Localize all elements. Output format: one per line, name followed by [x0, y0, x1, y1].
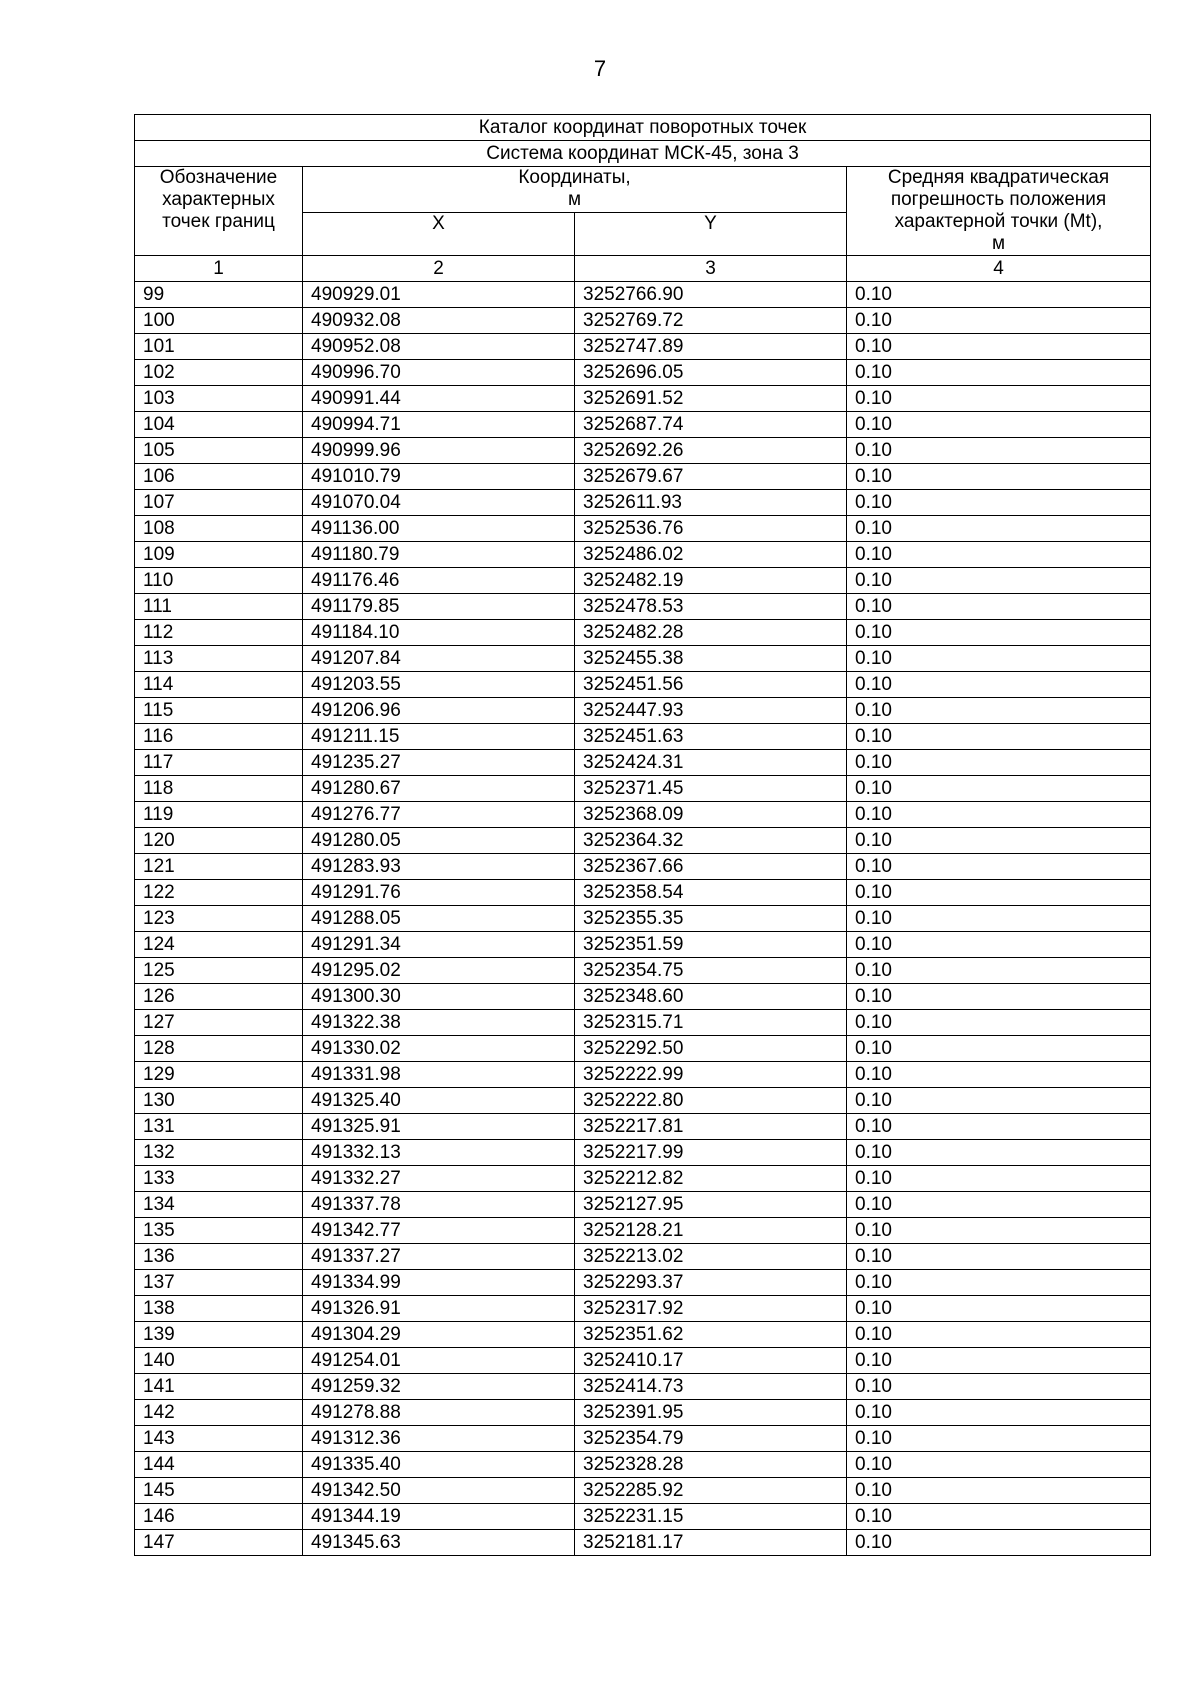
error-cell: 0.10 [847, 490, 1151, 516]
x-cell: 491332.13 [303, 1140, 575, 1166]
error-cell: 0.10 [847, 1036, 1151, 1062]
x-cell: 491322.38 [303, 1010, 575, 1036]
y-cell: 3252367.66 [575, 854, 847, 880]
x-cell: 491254.01 [303, 1348, 575, 1374]
point-id-cell: 115 [135, 698, 303, 724]
x-cell: 491010.79 [303, 464, 575, 490]
table-row [135, 412, 1151, 438]
y-cell: 3252687.74 [575, 412, 847, 438]
y-cell: 3252364.32 [575, 828, 847, 854]
y-cell: 3252696.05 [575, 360, 847, 386]
error-cell: 0.10 [847, 1270, 1151, 1296]
header-coords [303, 167, 847, 213]
point-id-cell: 101 [135, 334, 303, 360]
x-cell: 491203.55 [303, 672, 575, 698]
y-cell: 3252358.54 [575, 880, 847, 906]
table-row [135, 1218, 1151, 1244]
x-cell: 491342.77 [303, 1218, 575, 1244]
point-id-cell: 126 [135, 984, 303, 1010]
x-cell: 491280.05 [303, 828, 575, 854]
error-cell: 0.10 [847, 854, 1151, 880]
x-cell: 491335.40 [303, 1452, 575, 1478]
point-id-cell: 146 [135, 1504, 303, 1530]
table-row [135, 516, 1151, 542]
error-cell: 0.10 [847, 1114, 1151, 1140]
x-cell: 491207.84 [303, 646, 575, 672]
y-cell: 3252292.50 [575, 1036, 847, 1062]
table-row [135, 984, 1151, 1010]
y-cell: 3252368.09 [575, 802, 847, 828]
error-cell: 0.10 [847, 1504, 1151, 1530]
table-row [135, 1192, 1151, 1218]
y-cell: 3252351.59 [575, 932, 847, 958]
error-cell: 0.10 [847, 1296, 1151, 1322]
y-cell: 3252447.93 [575, 698, 847, 724]
y-cell: 3252410.17 [575, 1348, 847, 1374]
y-cell: 3252285.92 [575, 1478, 847, 1504]
error-cell: 0.10 [847, 880, 1151, 906]
x-cell: 491337.78 [303, 1192, 575, 1218]
error-cell: 0.10 [847, 282, 1151, 308]
x-cell: 490994.71 [303, 412, 575, 438]
y-cell: 3252611.93 [575, 490, 847, 516]
error-cell: 0.10 [847, 906, 1151, 932]
x-cell: 491280.67 [303, 776, 575, 802]
table-row [135, 958, 1151, 984]
error-cell: 0.10 [847, 1192, 1151, 1218]
x-cell: 491288.05 [303, 906, 575, 932]
point-id-cell: 132 [135, 1140, 303, 1166]
x-cell: 491300.30 [303, 984, 575, 1010]
point-id-cell: 127 [135, 1010, 303, 1036]
table-row [135, 724, 1151, 750]
y-cell: 3252451.56 [575, 672, 847, 698]
point-id-cell: 138 [135, 1296, 303, 1322]
y-cell: 3252217.99 [575, 1140, 847, 1166]
x-cell: 491342.50 [303, 1478, 575, 1504]
y-cell: 3252354.75 [575, 958, 847, 984]
error-cell: 0.10 [847, 750, 1151, 776]
error-cell: 0.10 [847, 672, 1151, 698]
error-cell: 0.10 [847, 360, 1151, 386]
x-cell: 491136.00 [303, 516, 575, 542]
table-row [135, 282, 1151, 308]
y-cell: 3252482.28 [575, 620, 847, 646]
x-cell: 491345.63 [303, 1530, 575, 1556]
point-id-cell: 106 [135, 464, 303, 490]
point-id-cell: 145 [135, 1478, 303, 1504]
table-row [135, 308, 1151, 334]
x-cell: 491330.02 [303, 1036, 575, 1062]
point-id-cell: 131 [135, 1114, 303, 1140]
table-row [135, 594, 1151, 620]
error-cell: 0.10 [847, 698, 1151, 724]
x-cell: 491337.27 [303, 1244, 575, 1270]
table-row [135, 1270, 1151, 1296]
table-row [135, 620, 1151, 646]
x-cell: 491179.85 [303, 594, 575, 620]
table-row [135, 386, 1151, 412]
y-cell: 3252355.35 [575, 906, 847, 932]
x-cell: 491344.19 [303, 1504, 575, 1530]
error-cell: 0.10 [847, 1426, 1151, 1452]
error-cell: 0.10 [847, 1348, 1151, 1374]
error-cell: 0.10 [847, 1478, 1151, 1504]
table-row [135, 1114, 1151, 1140]
point-id-cell: 123 [135, 906, 303, 932]
y-cell: 3252414.73 [575, 1374, 847, 1400]
table-row [135, 1530, 1151, 1556]
y-cell: 3252536.76 [575, 516, 847, 542]
point-id-cell: 120 [135, 828, 303, 854]
point-id-cell: 147 [135, 1530, 303, 1556]
header-error-label: Средняя квадратическая погрешность положения характерной точки (Mt), [887, 167, 1110, 232]
y-cell: 3252217.81 [575, 1114, 847, 1140]
error-cell: 0.10 [847, 412, 1151, 438]
table-row [135, 880, 1151, 906]
y-cell: 3252212.82 [575, 1166, 847, 1192]
error-cell: 0.10 [847, 1374, 1151, 1400]
y-cell: 3252293.37 [575, 1270, 847, 1296]
point-id-cell: 133 [135, 1166, 303, 1192]
y-cell: 3252769.72 [575, 308, 847, 334]
x-cell: 491259.32 [303, 1374, 575, 1400]
table-row [135, 750, 1151, 776]
point-id-cell: 103 [135, 386, 303, 412]
error-cell: 0.10 [847, 516, 1151, 542]
point-id-cell: 104 [135, 412, 303, 438]
error-cell: 0.10 [847, 568, 1151, 594]
point-id-cell: 139 [135, 1322, 303, 1348]
x-cell: 491325.91 [303, 1114, 575, 1140]
x-cell: 491070.04 [303, 490, 575, 516]
table-subtitle: Система координат МСК-45, зона 3 [135, 141, 1151, 167]
y-cell: 3252222.80 [575, 1088, 847, 1114]
y-cell: 3252766.90 [575, 282, 847, 308]
point-id-cell: 125 [135, 958, 303, 984]
y-cell: 3252424.31 [575, 750, 847, 776]
header-error [847, 167, 1151, 256]
error-cell: 0.10 [847, 594, 1151, 620]
y-cell: 3252351.62 [575, 1322, 847, 1348]
x-cell: 491180.79 [303, 542, 575, 568]
x-cell: 490991.44 [303, 386, 575, 412]
error-cell: 0.10 [847, 542, 1151, 568]
table-row [135, 360, 1151, 386]
point-id-cell: 114 [135, 672, 303, 698]
error-cell: 0.10 [847, 386, 1151, 412]
column-number-1: 1 [135, 256, 303, 282]
x-cell: 491206.96 [303, 698, 575, 724]
point-id-cell: 105 [135, 438, 303, 464]
y-cell: 3252213.02 [575, 1244, 847, 1270]
point-id-cell: 111 [135, 594, 303, 620]
point-id-cell: 107 [135, 490, 303, 516]
table-row [135, 464, 1151, 490]
y-cell: 3252315.71 [575, 1010, 847, 1036]
table-row [135, 1504, 1151, 1530]
x-cell: 491304.29 [303, 1322, 575, 1348]
table-row [135, 672, 1151, 698]
x-cell: 491325.40 [303, 1088, 575, 1114]
error-cell: 0.10 [847, 1088, 1151, 1114]
table-row [135, 1374, 1151, 1400]
point-id-cell: 100 [135, 308, 303, 334]
point-id-cell: 102 [135, 360, 303, 386]
y-cell: 3252451.63 [575, 724, 847, 750]
point-id-cell: 122 [135, 880, 303, 906]
table-row [135, 854, 1151, 880]
x-cell: 490952.08 [303, 334, 575, 360]
point-id-cell: 108 [135, 516, 303, 542]
table-row [135, 568, 1151, 594]
point-id-cell: 119 [135, 802, 303, 828]
point-id-cell: 128 [135, 1036, 303, 1062]
error-cell: 0.10 [847, 724, 1151, 750]
point-id-cell: 137 [135, 1270, 303, 1296]
table-title: Каталог координат поворотных точек [135, 115, 1151, 141]
table-row [135, 1348, 1151, 1374]
y-cell: 3252486.02 [575, 542, 847, 568]
x-cell: 491291.76 [303, 880, 575, 906]
x-cell: 490932.08 [303, 308, 575, 334]
x-cell: 491331.98 [303, 1062, 575, 1088]
y-cell: 3252455.38 [575, 646, 847, 672]
error-cell: 0.10 [847, 932, 1151, 958]
y-cell: 3252222.99 [575, 1062, 847, 1088]
error-cell: 0.10 [847, 958, 1151, 984]
x-cell: 491235.27 [303, 750, 575, 776]
error-cell: 0.10 [847, 1140, 1151, 1166]
error-cell: 0.10 [847, 984, 1151, 1010]
point-id-cell: 129 [135, 1062, 303, 1088]
y-cell: 3252127.95 [575, 1192, 847, 1218]
header-x: X [303, 212, 575, 256]
y-cell: 3252348.60 [575, 984, 847, 1010]
error-cell: 0.10 [847, 308, 1151, 334]
point-id-cell: 130 [135, 1088, 303, 1114]
error-cell: 0.10 [847, 1062, 1151, 1088]
table-row [135, 932, 1151, 958]
table-row [135, 490, 1151, 516]
table-row [135, 1244, 1151, 1270]
point-id-cell: 110 [135, 568, 303, 594]
table-row [135, 698, 1151, 724]
table-row [135, 1426, 1151, 1452]
error-cell: 0.10 [847, 776, 1151, 802]
point-id-cell: 121 [135, 854, 303, 880]
y-cell: 3252328.28 [575, 1452, 847, 1478]
error-cell: 0.10 [847, 1166, 1151, 1192]
table-row [135, 1400, 1151, 1426]
error-cell: 0.10 [847, 802, 1151, 828]
table-row [135, 334, 1151, 360]
x-cell: 491312.36 [303, 1426, 575, 1452]
error-cell: 0.10 [847, 464, 1151, 490]
coordinates-catalog-table [134, 114, 1151, 1556]
x-cell: 491332.27 [303, 1166, 575, 1192]
y-cell: 3252128.21 [575, 1218, 847, 1244]
y-cell: 3252482.19 [575, 568, 847, 594]
point-id-cell: 140 [135, 1348, 303, 1374]
y-cell: 3252679.67 [575, 464, 847, 490]
point-id-cell: 134 [135, 1192, 303, 1218]
point-id-cell: 113 [135, 646, 303, 672]
x-cell: 490999.96 [303, 438, 575, 464]
x-cell: 491291.34 [303, 932, 575, 958]
error-cell: 0.10 [847, 334, 1151, 360]
header-error-unit: м [991, 233, 1006, 254]
point-id-cell: 109 [135, 542, 303, 568]
error-cell: 0.10 [847, 1452, 1151, 1478]
table-row [135, 1478, 1151, 1504]
error-cell: 0.10 [847, 1530, 1151, 1556]
table-row [135, 542, 1151, 568]
point-id-cell: 124 [135, 932, 303, 958]
table-row [135, 906, 1151, 932]
y-cell: 3252231.15 [575, 1504, 847, 1530]
x-cell: 491176.46 [303, 568, 575, 594]
y-cell: 3252354.79 [575, 1426, 847, 1452]
y-cell: 3252747.89 [575, 334, 847, 360]
point-id-cell: 99 [135, 282, 303, 308]
point-id-cell: 118 [135, 776, 303, 802]
x-cell: 491184.10 [303, 620, 575, 646]
error-cell: 0.10 [847, 1244, 1151, 1270]
error-cell: 0.10 [847, 1010, 1151, 1036]
column-number-2: 2 [303, 256, 575, 282]
y-cell: 3252478.53 [575, 594, 847, 620]
header-coords-unit: м [567, 189, 582, 210]
error-cell: 0.10 [847, 646, 1151, 672]
error-cell: 0.10 [847, 1218, 1151, 1244]
table-row [135, 646, 1151, 672]
error-cell: 0.10 [847, 620, 1151, 646]
x-cell: 490929.01 [303, 282, 575, 308]
x-cell: 491211.15 [303, 724, 575, 750]
x-cell: 491278.88 [303, 1400, 575, 1426]
error-cell: 0.10 [847, 438, 1151, 464]
point-id-cell: 136 [135, 1244, 303, 1270]
table-row [135, 1062, 1151, 1088]
error-cell: 0.10 [847, 828, 1151, 854]
x-cell: 491276.77 [303, 802, 575, 828]
point-id-cell: 142 [135, 1400, 303, 1426]
y-cell: 3252371.45 [575, 776, 847, 802]
point-id-cell: 112 [135, 620, 303, 646]
x-cell: 491334.99 [303, 1270, 575, 1296]
header-coords-label: Координаты, [518, 167, 631, 188]
table-row [135, 828, 1151, 854]
x-cell: 490996.70 [303, 360, 575, 386]
point-id-cell: 144 [135, 1452, 303, 1478]
table-row [135, 1322, 1151, 1348]
table-row [135, 776, 1151, 802]
point-id-cell: 143 [135, 1426, 303, 1452]
header-point: Обозначение характерных точек границ [135, 167, 303, 256]
table-row [135, 438, 1151, 464]
table-row [135, 1452, 1151, 1478]
table-row [135, 1088, 1151, 1114]
point-id-cell: 141 [135, 1374, 303, 1400]
error-cell: 0.10 [847, 1400, 1151, 1426]
table-row [135, 1296, 1151, 1322]
column-number-3: 3 [575, 256, 847, 282]
table-row [135, 1036, 1151, 1062]
table-row [135, 1166, 1151, 1192]
point-id-cell: 135 [135, 1218, 303, 1244]
x-cell: 491295.02 [303, 958, 575, 984]
x-cell: 491283.93 [303, 854, 575, 880]
y-cell: 3252391.95 [575, 1400, 847, 1426]
page-number: 7 [593, 56, 607, 81]
header-y: Y [575, 212, 847, 256]
table-row [135, 802, 1151, 828]
table-body [135, 282, 1151, 1556]
y-cell: 3252691.52 [575, 386, 847, 412]
error-cell: 0.10 [847, 1322, 1151, 1348]
x-cell: 491326.91 [303, 1296, 575, 1322]
point-id-cell: 116 [135, 724, 303, 750]
table-row [135, 1010, 1151, 1036]
y-cell: 3252692.26 [575, 438, 847, 464]
table-row [135, 1140, 1151, 1166]
y-cell: 3252181.17 [575, 1530, 847, 1556]
point-id-cell: 117 [135, 750, 303, 776]
column-number-4: 4 [847, 256, 1151, 282]
y-cell: 3252317.92 [575, 1296, 847, 1322]
